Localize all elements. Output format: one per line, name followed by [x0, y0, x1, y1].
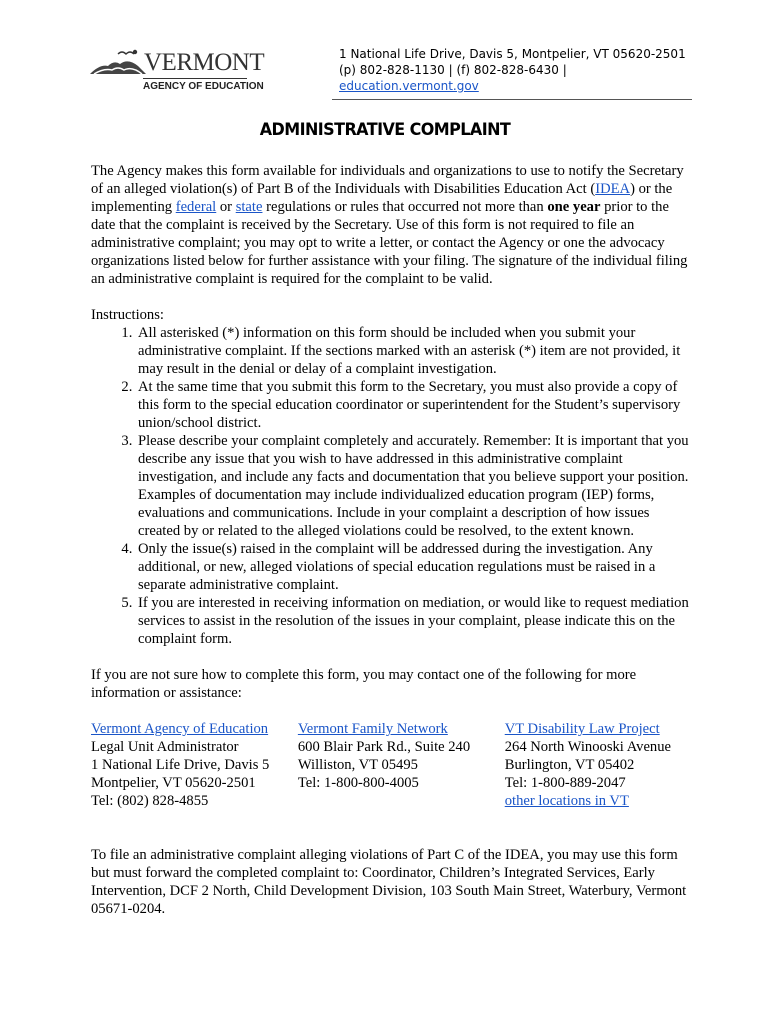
agency-address [339, 46, 686, 94]
contact-dlp: VT Disability Law Project 264 North Winooski Avenue Burlington, VT 05402 Tel: 1-800-889-2047 other locations in VT [504, 721, 671, 809]
idea-link[interactable]: IDEA [595, 181, 631, 197]
part-c-paragraph: To file an administrative complaint alleging violations of Part C of the IDEA, you may use this form but must forward the completed complaint to: Coordinator, Children’s Integrated Services, Early Intervention, DCF 2 North, Child Development Division, 103 South Main Street, Waterbury, Vermont 05671-0204. [91, 847, 687, 917]
document-body [91, 162, 691, 918]
list-item: 1. All asterisked (*) information on this form should be included when you submit your administrative complaint. If the sections marked with an asterisk (*) item are not provided, it may result in the denial or delay of a complaint investigation. [136, 324, 691, 378]
contacts-section [91, 720, 691, 810]
list-item: 3. Please describe your complaint completely and accurately. Remember: It is important that you describe any issue that you wish to have addressed in this administrative complaint investigation, and include any facts and documentation that you believe support your position. Examples of documentation may include individualized education program (IEP) forms, evaluations and communications. Include in your complaint a description of how issues created by or related to the alleged violations could be resolved, to the extent known. [136, 432, 691, 540]
logo-subtitle: AGENCY OF EDUCATION [143, 78, 247, 92]
aoe-link[interactable]: Vermont Agency of Education [91, 721, 269, 737]
one-year-bold: one year [547, 199, 601, 215]
more-info-paragraph: If you are not sure how to complete this form, you may contact one of the following for more information or assistance: [91, 667, 637, 701]
dlp-link[interactable]: VT Disability Law Project [504, 721, 660, 737]
list-item: 4. Only the issue(s) raised in the complaint will be addressed during the investigation. Any additional, or new, alleged violations of special education regulations must be raised in a separate administrative complaint. [136, 540, 691, 594]
phone-fax-line: (p) 802-828-1130 | (f) 802-828-6430 | [339, 63, 567, 77]
logo-name: VERMONT [144, 49, 265, 76]
vfn-link[interactable]: Vermont Family Network [297, 721, 448, 737]
instructions-heading: Instructions: [91, 307, 164, 323]
mountain-bird-logo-icon [88, 48, 148, 80]
state-link[interactable]: state [235, 199, 263, 215]
list-item: 2. At the same time that you submit this form to the Secretary, you must also provide a copy of this form to the special education coordinator or superintendent for the Student’s supervisory union/school district. [136, 378, 691, 432]
address-line-1: 1 National Life Drive, Davis 5, Montpelier, VT 05620-2501 [339, 47, 686, 61]
instructions-list [91, 324, 691, 648]
page-title: ADMINISTRATIVE COMPLAINT [259, 120, 511, 140]
website-link[interactable]: education.vermont.gov [339, 79, 479, 93]
contact-vfn: Vermont Family Network 600 Blair Park Rd., Suite 240 Williston, VT 05495 Tel: 1-800-800-4005 [297, 721, 471, 791]
header-divider [332, 99, 692, 100]
other-locations-link[interactable]: other locations in VT [504, 793, 629, 809]
federal-link[interactable]: federal [175, 199, 217, 215]
contact-aoe: Vermont Agency of Education Legal Unit Administrator 1 National Life Drive, Davis 5 Montpelier, VT 05620-2501 Tel: (802) 828-4855 [91, 721, 270, 809]
intro-paragraph: The Agency makes this form available for individuals and organizations to use to notify the Secretary of an alleged violation(s) of Part B of the Individuals with Disabilities Education Act (IDEA) or the implementing federal or state regulations or rules that occurred not more than one year prior to the date that the complaint is received by the Secretary. Use of this form is not required to file an administrative complaint; you may opt to write a letter, or contact the Agency or one the advocacy organizations listed below for further assistance with your filing. The signature of the individual filing an administrative complaint is required for the complaint to be valid. [91, 163, 688, 287]
vermont-logo [88, 48, 265, 98]
list-item: 5. If you are interested in receiving information on mediation, or would like to request mediation services to assist in the resolution of the issues in your complaint, please indicate this on the complaint form. [136, 594, 691, 648]
